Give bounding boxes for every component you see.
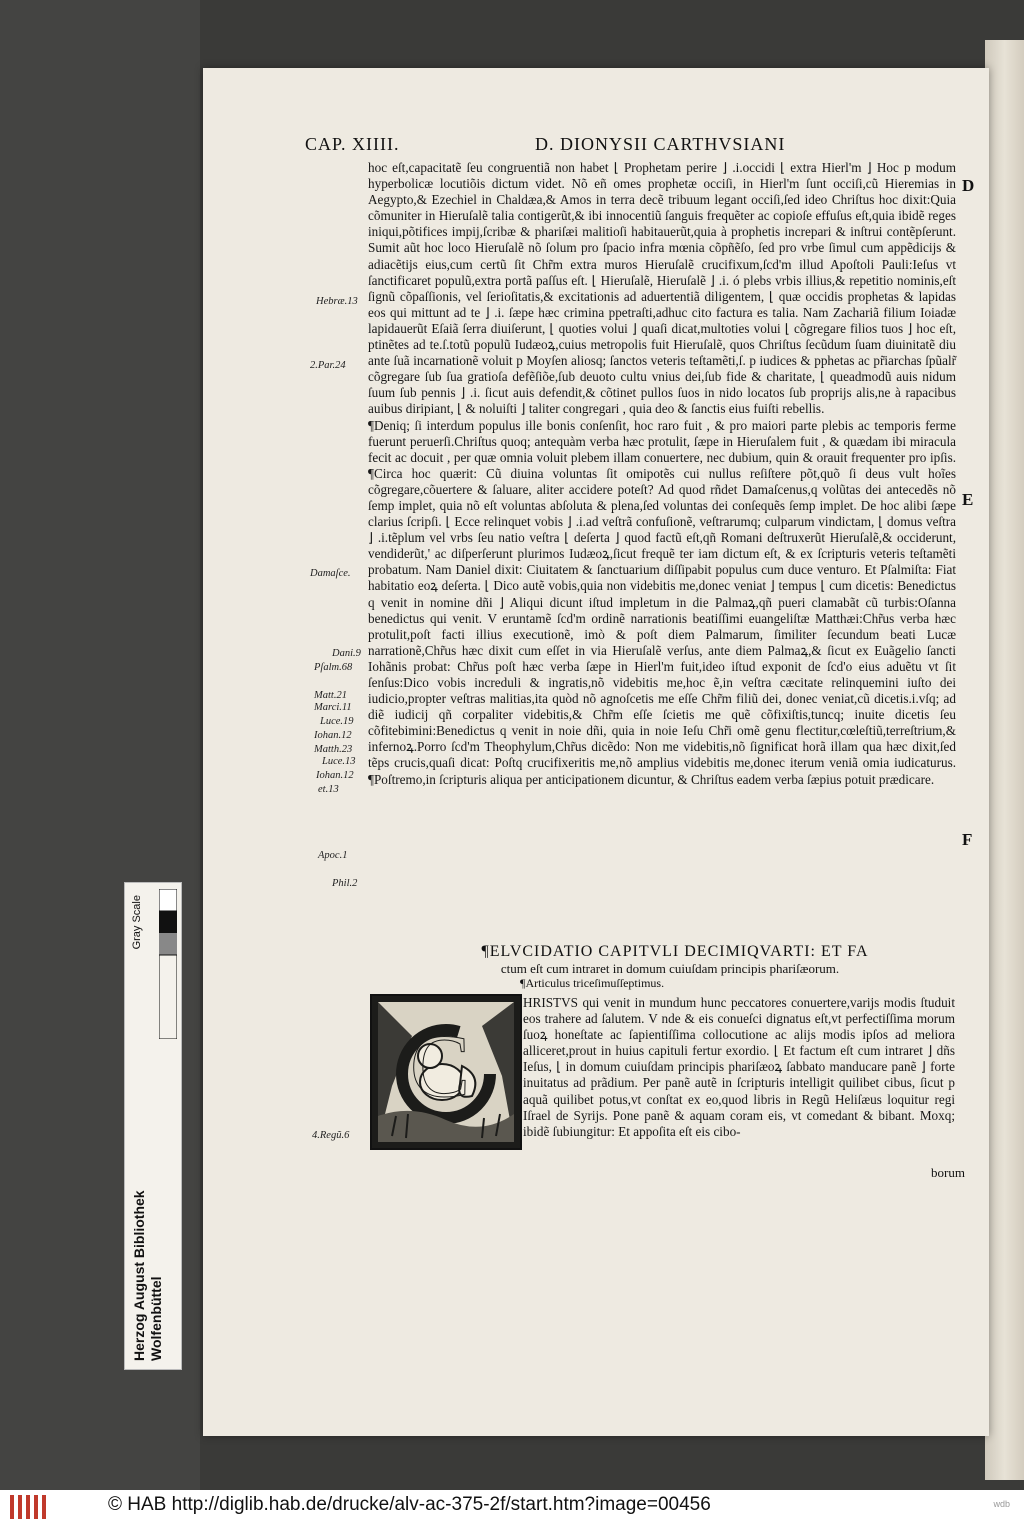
section-letter-d: D	[962, 176, 975, 195]
paragraph: hoc eſt,capacitatẽ ſeu congruentiã non habet ⌊ Prophetam perire ⌋ .i.occidi ⌊ extra Hierl'm ⌋ Hoc p modum hyperbolicæ locutiõis dictum videt. Nõ eñ omes prophetæ occiſi, in Hierl'm ſunt occiſi,cũ Hieremias in Aegypto,& Ezechiel in Chaldæa,& Amos in terra decẽ tribuum legant occiſi,ſed ideo Chriſtus hoc dixit:Quia cõmuniter in Hieruſalẽ talia contigerũt,& ibi innocentiũ ſanguis frequẽter ac copioſe effuſus eſt,quia ibidẽ reges iniqui,põtifices impij,ſcribæ & phariſæi malitioſi habitauerũt,quia à prophetis increpari & inſtrui contẽpſerunt. Sumit aũt hoc loco Hieruſalẽ nõ ſolum pro ſpacio infra mœnia cõpñẽſo, ſed pro vrbe ſimul cum appẽdicijs & adiacẽtijs eius,cum certũ ſit Chr̃m extra muros Hieruſalẽ crucifixum,ſcd'm illud Apoſtoli Pauli:Ieſus vt ſanctificaret populũ,extra portã paſſus eſt. ⌊ Hieruſalẽ, Hieruſalẽ ⌋ .i. ó plebs vrbis illius,& repetitio nominis,eſt ſignũ cõpaſſionis, vel ſerioſitatis,& excitationis ad aduertentiã diligentem, ⌊ quæ occidis prophetas & lapidas eos qui mittunt ad te ⌋ .i. ſæpe hæc crimina ppetraſti,adhuc cito factura es talia. Nam Zachariã filium Ioiadæ lapidauerũt Eſaiã ſerra diuiſerunt, ⌊ quoties volui ⌋ quaſi dicat,multoties volui ⌊ cõgregare filios tuos ⌋ hoc eſt, ptinẽtes ad te.ſ.totũ populũ Iudæoꝝ,cuius metropolis fuit Hieruſalẽ, quos Chriſtus ſecũdum ſuam diuinitatẽ diu ante ſuã incarnationẽ voluit p Moyſen aliosq; ſanctos veteris teſtamẽti,ſ. p iudices & pphetas ac pr̃iarchas ſpũalr̃ cõgregare ſub ſua gratioſa defẽſiõe,ſub deuoto cultu vnius dei,ſub fide & charitate, ⌊ queadmodũ auis nidum ſuum ſub pennis ⌋ .i. ſicut auis defendit,& cõtinet pullos ſuos in nido locatos ſub proprijs alis,ne à rapacibus auibus diripiant, ⌊ & noluiſti ⌋ taliter congregari , quia deo & ſanctis eius fuiſti rebellis.	[368, 160, 956, 417]
woodcut-initial-image	[370, 994, 522, 1150]
marginal-ref: Matt.21	[314, 690, 347, 701]
marginal-ref: Iohan.12	[316, 770, 354, 781]
chapter-opening-text	[523, 995, 955, 1140]
marginal-ref: 4.Regũ.6	[312, 1130, 350, 1141]
section-letter-f: F	[962, 830, 973, 849]
marginal-ref: Iohan.12	[314, 730, 352, 741]
citation-link[interactable]: © HAB http://diglib.hab.de/drucke/alv-ac-375-2f/start.htm?image=00456	[108, 1494, 711, 1515]
chapter-heading: ¶ELVCIDATIO CAPITVLI DECIMIQVARTI: ET FA	[481, 943, 869, 960]
chapter-subheading: ctum eſt cum intraret in domum cuiuſdam principis phariſæorum.	[500, 961, 840, 976]
marginal-ref: Damaſce.	[310, 568, 351, 579]
gray-scale-title: Gray Scale	[131, 895, 143, 950]
running-head	[305, 134, 965, 158]
corner-mark: wdb	[993, 1499, 1010, 1509]
hab-logo-icon[interactable]	[10, 1495, 52, 1519]
paragraph: ¶Deniq; ſi interdum populus ille bonis conſenſit, hoc raro fuit , & pro maiori parte plebis ac temporis ferme fuerunt peruerſi.Chriſtus quoq; antequàm verba hæc protulit, ſæpe in Hieruſalem fuit , & quædam ibi miracula fecit ac docuit , per quæ omnia voluit plebem illam conuertere, nec dubium, quin & orauit frequenter pro ipſis. ¶Circa hoc quærit: Cũ diuina voluntas ſit omipotẽs cui nullus reſiſtere põt,quõ ſi deus vult hoĩes cõgregare,cõuertere & ſaluare, aliter accidere poteſt? Ad quod rñdet Damaſcenus,q volũtas dei antecedẽs nõ ſemp implet, quia nõ eſt voluntas abſoluta & plena,ſed voluntas dei conſequẽs ſemp implet. De hoc alibi ſæpe clarius ſcripſi. ⌊ Ecce relinquet vobis ⌋ .i.ad veſtrã confuſionẽ, veſtrarumq; culparum vindictam, ⌊ domus veſtra ⌋ .i.tẽplum vel vrbs ſeu natio veſtra ⌊ deſerta ⌋ quod factũ eſt,qñ Romani deſtruxerũt Hieruſalẽ,& occiderunt, vendiderũt,' ac diſperſerunt plurimos Iudæoꝝ,ſicut frequẽ ter iam dictum eſt, & ex ſcripturis veteris teſtamẽti probatum. Nam Daniel dixit: Ciuitatem & ſanctuarium diſſipabit populus cum duce venturo. Et Pſalmiſta: Fiat habitatio eoꝝ deſerta. ⌊ Dico autẽ vobis,quia non videbitis me,donec veniat ⌋ tempus ⌊ cum dicetis: Benedictus q venit in nomine dñi ⌋ Aliqui dicunt iſtud impletum in die Palmaꝝ,qñ pueri clamabãt cũ turbis:Oſanna benedictus qui venit. V eruntamẽ ſcd'm ordinẽ narrationis beatiſſimi euangeliſtæ Matthæi:Chr̃us verba hæc protulit,poſt facti illius executionẽ, imò & poſt diem Palmarum, ſimiliter ſecundum beati Lucæ narrationẽ,Chr̃us hæc dixit cum eſſet in via Hieruſalẽ verſus, ante diem Palmaꝝ,& ſicut ex Euãgelio ſancti Iohãnis probat: Chr̃us poſt hæc verba ſæpe in Hierl'm fuit,ideo iſtud exponit de ſcd'o eius aduẽtu vt ſit ſenſus:Dico vobis increduli & ingratis,nõ videbitis me,hoc ẽ,in veſtra cæcitate relinquemini iuſto dei iudicio,propter veſtras malitias,ita quòd nõ agnoſcetis me eſſe Chr̃m filiũ dei, donec veniat,cũ dicetis.i.vſq; ad diẽ iudicij qñ corpaliter videbitis,& Chr̃m eſſe ſcietis me quẽ cõfixiſtis,tuncq; inuite dicetis ſeu cõfitebimini:Benedictus q venit in noie dñi, quia in noie Ieſu Chr̃i omẽ genu flectitur,cœleſtiũ,terreſtrium,& infernoꝝ.Porro ſcd'm Theophylum,Chr̃us dicẽdo: Non me videbitis,nõ ſignificat horã illam qua hæc dixit,ſed tẽps crucis,quaſi dicat: Poſtq crucifixeritis me,nõ amplius videbitis me,donec iterum veniã omia iudicaturus. ¶Poſtremo,in ſcripturis aliqua per anticipationem dicuntur, & Chriſtus eadem verba ſæpius potuit prædicare.	[368, 417, 956, 787]
author-title: D. DIONYSII CARTHVSIANI	[535, 134, 786, 154]
viewer-footer	[0, 1490, 1024, 1523]
marginal-ref: Dani.9	[332, 648, 361, 659]
marginal-ref: Apoc.1	[318, 850, 348, 861]
marginal-ref: Luce.19	[320, 716, 354, 727]
woodcut-illustration	[372, 996, 520, 1148]
library-place: Wolfenbüttel	[148, 1276, 164, 1361]
marginal-ref: Hebræ.13	[316, 296, 358, 307]
woodcut-initial-letter: C	[410, 1017, 471, 1116]
article-label: ¶Articulus triceſimuſſeptimus.	[520, 976, 665, 990]
marginal-ref: Marci.11	[314, 702, 352, 713]
marginal-ref: Pſalm.68	[314, 662, 353, 673]
marginal-ref: Luce.13	[322, 756, 356, 767]
catchword: borum	[931, 1165, 965, 1180]
marginal-ref: Phil.2	[332, 878, 358, 889]
section-letter-e: E	[962, 490, 974, 509]
library-label	[131, 1041, 175, 1361]
chapter-number: CAP. XIIII.	[305, 134, 400, 154]
paragraph: HRISTVS qui venit in mundum hunc peccatores conuertere,varijs modis ſtuduit eos trahere ad ſalutem. V nde & eis conueſci dignatus eſt,vt perfectiſſima morum ſuoꝝ honeſtate ac ſapientiſſima collocutione ac alijs modis ipſos ad meliora alliceret,prout in huius capituli fertur exordio. ⌊ Et factum eſt cum intraret ⌋ dñs Ieſus, ⌊ in domum cuiuſdam principis phariſæoꝝ ſabbato manducare panẽ ⌋ forte inuitatus ad prãdium. Per panẽ autẽ in ſcripturis intelligit quilibet cibus, ſicut p aquã quilibet potus,vt conſtat ex eo,quod libris in Regũ Heliſæus loquitur regi Iſrael de Syrijs. Pone panẽ & aquam coram eis, vt comedant & bibant. Moxq; ibidẽ ſubiungitur: Et appoſita eſt eis cibo-	[523, 995, 955, 1139]
color-scale-card	[124, 882, 182, 1370]
marginal-ref: 2.Par.24	[310, 360, 346, 371]
library-name: Herzog August Bibliothek	[131, 1190, 147, 1361]
next-page-edge	[985, 40, 1024, 1480]
marginal-ref: et.13	[318, 784, 339, 795]
marginal-ref: Matth.23	[314, 744, 353, 755]
commentary-text	[368, 160, 956, 788]
ruler-strip	[159, 889, 177, 1039]
